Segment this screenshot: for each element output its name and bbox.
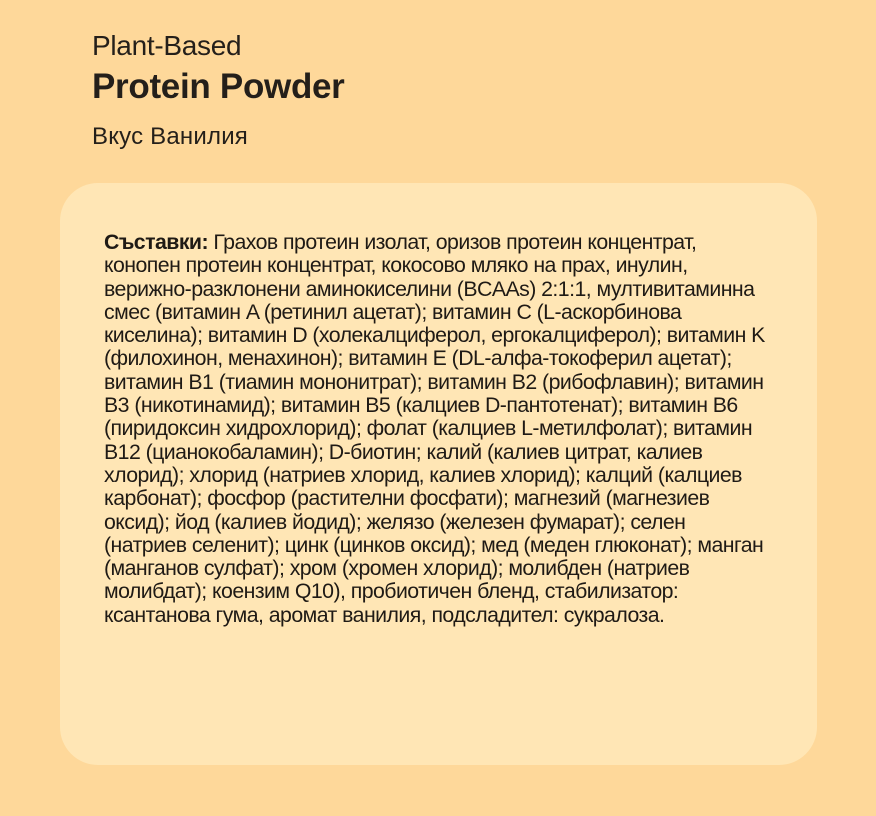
product-subtitle: Plant-Based xyxy=(92,30,242,61)
ingredients-text: Грахов протеин изолат, оризов протеин концентрат, конопен протеин концентрат, кокосово мляко на прах, инулин, верижно-разклонени аминокиселини (BCAAs) 2:1:1, мултивитаминна смес (витамин A (ретинил ацетат); витамин C (L-аскорбинова киселина); витамин D (холекалциферол, ергокалциферол); витамин K (филохинон, менахинон); витамин E (DL-алфа-токоферил ацетат); витамин B1 (тиамин мононитрат); витамин B2 (рибофлавин); витамин B3 (никотинамид); витамин B5 (калциев D-пантотенат); витамин B6 (пиридоксин хидрохлорид); фолат (калциев L-метилфолат); витамин B12 (цианокобаламин); D-биотин; калий (калиев цитрат, калиев хлорид); хлорид (натриев хлорид, калиев хлорид); калций (калциев карбонат); фосфор (растителни фосфати); магнезий (магнезиев оксид); йод (калиев йодид); желязо (железен фумарат); селен (натриев селенит); цинк (цинков оксид); мед (меден глюконат); манган (манганов сулфат); хром (хромен хлорид); молибден (натриев молибдат); коензим Q10), пробиотичен бленд, стабилизатор: ксантанова гума, аромат ванилия, подсладител: сукралоза. xyxy=(104,230,765,627)
product-header xyxy=(92,30,792,152)
product-title: Protein Powder xyxy=(92,67,345,106)
product-flavor: Вкус Ванилия xyxy=(92,123,248,150)
ingredients-card xyxy=(60,183,817,765)
ingredients-paragraph xyxy=(104,231,768,627)
ingredients-label: Съставки: xyxy=(104,230,209,254)
